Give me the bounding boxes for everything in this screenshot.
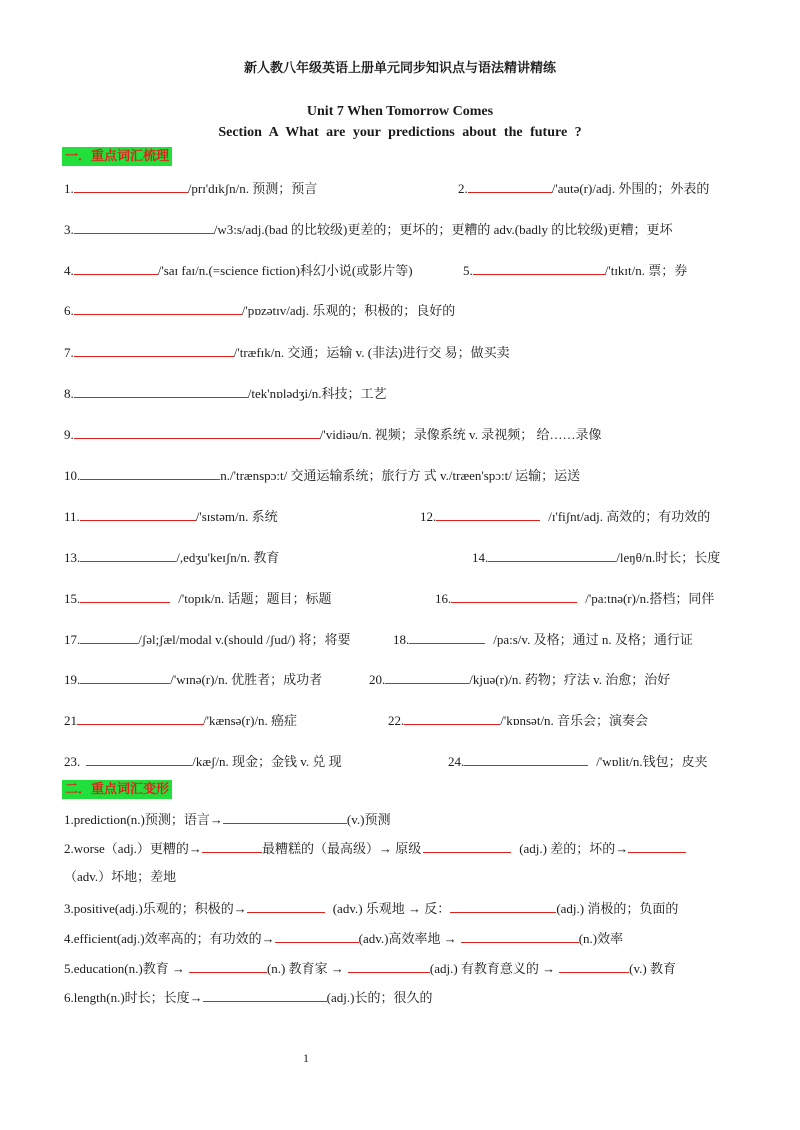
- vocab-item-3: [64, 219, 673, 239]
- item-text: /tek'nɒlədʒi/n.科技；工艺: [247, 386, 387, 401]
- vocab-item-20: [369, 669, 670, 689]
- item-number: 19.: [64, 672, 81, 687]
- answer-blank[interactable]: [74, 178, 188, 193]
- item-text: /kjuə(r)/n. 药物；疗法 v. 治愈；治好: [469, 672, 671, 687]
- form-text: 1.prediction(n.)预测；语言→: [64, 812, 223, 827]
- section-title: Section A What are your predictions about the future ?: [218, 125, 582, 140]
- answer-blank[interactable]: [74, 383, 248, 398]
- form-text: 2.worse（adj.）更糟的→: [64, 841, 202, 856]
- vocab-item-13: [64, 547, 279, 567]
- item-text: /ɪ'fiʃnt/adj. 高效的；有功效的: [548, 509, 711, 524]
- item-number: 17.: [64, 632, 81, 647]
- item-text: /'autə(r)/adj. 外围的；外表的: [551, 181, 710, 196]
- item-text: /'sɪstəm/n. 系统: [195, 509, 278, 524]
- answer-blank[interactable]: [404, 710, 500, 725]
- item-number: 8.: [64, 386, 74, 401]
- item-number: 23.: [64, 754, 81, 769]
- form-text: (v.) 教育: [629, 961, 676, 976]
- answer-blank[interactable]: [74, 219, 214, 234]
- item-number: 6.: [64, 303, 74, 318]
- item-text: /'pa:tnə(r)/n.搭档；同伴: [585, 591, 715, 606]
- item-text: n./'trænspɔ:t/ 交通运输系统；旅行方 式 v./træen'spɔ:t/ 运输；运送: [220, 468, 581, 483]
- document-title: 新人教八年级英语上册单元同步知识点与语法精讲精练: [243, 61, 556, 76]
- item-text: /'kɒnsət/n. 音乐会；演奏会: [500, 713, 649, 728]
- answer-blank[interactable]: [80, 465, 220, 480]
- form-text: 4.efficient(adj.)效率高的；有功效的→: [64, 931, 275, 946]
- vocab-item-23: [64, 751, 342, 771]
- vocab-item-12: [420, 506, 710, 526]
- form-text: 6.length(n.)时长；长度→: [64, 990, 203, 1005]
- item-number: 2.: [458, 181, 468, 196]
- answer-blank[interactable]: [275, 928, 359, 943]
- answer-blank[interactable]: [559, 958, 629, 973]
- answer-blank[interactable]: [450, 898, 556, 913]
- answer-blank[interactable]: [74, 260, 158, 275]
- item-number: 22.: [388, 713, 405, 728]
- form-text: (adj.) 消极的；负面的: [556, 901, 679, 916]
- item-text: /'topɪk/n. 话题；题目；标题: [178, 591, 332, 606]
- item-number: 14.: [472, 550, 489, 565]
- answer-blank[interactable]: [461, 928, 579, 943]
- form-text: (n.)效率: [578, 931, 624, 946]
- form-text: (adv.)高效率地 →: [358, 931, 457, 946]
- item-text: /prɪ'dɪkʃn/n. 预测；预言: [187, 181, 318, 196]
- form-text: (n.) 教育家 →: [266, 961, 344, 976]
- answer-blank[interactable]: [423, 838, 511, 853]
- item-number: 18.: [393, 632, 410, 647]
- form-item-4: [64, 928, 623, 948]
- vocab-item-7: [64, 342, 510, 362]
- item-text: /leŋθ/n.时长；长度: [616, 550, 721, 565]
- item-number: 9.: [64, 427, 74, 442]
- vocab-item-5: [463, 260, 687, 280]
- item-number: 21: [64, 713, 77, 728]
- vocab-item-16: [435, 588, 714, 608]
- answer-blank[interactable]: [74, 300, 242, 315]
- vocab-item-11: [64, 506, 278, 526]
- item-number: 5.: [463, 263, 473, 278]
- answer-blank[interactable]: [488, 547, 616, 562]
- item-number: 20.: [369, 672, 386, 687]
- unit-title: Unit 7 When Tomorrow Comes: [306, 104, 494, 119]
- item-text: /'kænsə(r)/n. 癌症: [203, 713, 298, 728]
- answer-blank[interactable]: [80, 588, 170, 603]
- item-number: 12.: [420, 509, 437, 524]
- item-text: /,edʒu'keɪʃn/n. 教育: [176, 550, 280, 565]
- vocab-item-22: [388, 710, 648, 730]
- answer-blank[interactable]: [77, 710, 203, 725]
- vocab-item-6: [64, 300, 455, 320]
- form-item-3: [64, 898, 678, 918]
- answer-blank[interactable]: [80, 547, 176, 562]
- form-text: （adv.）坏地；差地: [64, 869, 177, 884]
- answer-blank[interactable]: [464, 751, 588, 766]
- vocab-item-24: [448, 751, 708, 771]
- item-text: /'saɪ faɪ/n.(=science fiction)科幻小说(或影片等): [157, 263, 413, 278]
- page-number: 1: [303, 1051, 309, 1065]
- form-text: (adj.) 差的；坏的→: [519, 841, 629, 856]
- answer-blank[interactable]: [628, 838, 686, 853]
- answer-blank[interactable]: [189, 958, 267, 973]
- answer-blank[interactable]: [473, 260, 605, 275]
- form-item-5: [64, 958, 676, 978]
- item-text: /ʃəl;ʃæl/modal v.(should /ʃud/) 将；将要: [138, 632, 351, 647]
- vocab-item-17: [64, 629, 350, 649]
- answer-blank[interactable]: [74, 424, 320, 439]
- heading-vocabulary: 一．重点词汇梳理: [62, 147, 172, 166]
- form-text: (adv.) 乐观地 → 反：: [332, 901, 451, 916]
- answer-blank[interactable]: [74, 342, 234, 357]
- item-number: 11.: [64, 509, 80, 524]
- item-text: /'træfɪk/n. 交通；运输 v. (非法)进行交 易；做买卖: [233, 345, 510, 360]
- answer-blank[interactable]: [451, 588, 577, 603]
- item-text: /'wɪnə(r)/n. 优胜者；成功者: [170, 672, 323, 687]
- form-item-1: [64, 809, 390, 829]
- form-text: 最糟糕的（最高级）→ 原级: [261, 841, 422, 856]
- answer-blank[interactable]: [348, 958, 430, 973]
- item-number: 13.: [64, 550, 81, 565]
- item-text: /'tɪkɪt/n. 票；券: [604, 263, 688, 278]
- answer-blank[interactable]: [80, 669, 170, 684]
- form-text: (adj.)长的；很久的: [326, 990, 433, 1005]
- item-number: 15.: [64, 591, 81, 606]
- answer-blank[interactable]: [86, 751, 192, 766]
- answer-blank[interactable]: [436, 506, 540, 521]
- vocab-item-15: [64, 588, 332, 608]
- item-number: 1.: [64, 181, 74, 196]
- item-text: /pa:s/v. 及格；通过 n. 及格；通行证: [493, 632, 693, 647]
- item-number: 16.: [435, 591, 452, 606]
- answer-blank[interactable]: [385, 669, 469, 684]
- form-text: (adj.) 有教育意义的 →: [429, 961, 556, 976]
- form-item-6: [64, 987, 432, 1007]
- answer-blank[interactable]: [80, 629, 138, 644]
- item-text: /w3:s/adj.(bad 的比较级)更差的；更坏的；更糟的 adv.(badly 的比较级)更糟；更坏: [213, 222, 673, 237]
- form-item-2-cont: [64, 868, 176, 886]
- answer-blank[interactable]: [409, 629, 485, 644]
- form-text: 5.education(n.)教育 →: [64, 961, 185, 976]
- vocab-item-4: [64, 260, 413, 280]
- vocab-item-18: [393, 629, 693, 649]
- vocab-item-1: [64, 178, 317, 198]
- form-item-2: [64, 838, 686, 858]
- answer-blank[interactable]: [223, 809, 347, 824]
- vocab-item-10: [64, 465, 580, 485]
- vocab-item-19: [64, 669, 322, 689]
- form-text: (v.)预测: [346, 812, 391, 827]
- item-number: 24.: [448, 754, 465, 769]
- item-text: /'wɒlit/n.钱包；皮夹: [596, 754, 708, 769]
- vocab-item-21: [64, 710, 297, 730]
- item-text: /'pɒzətɪv/adj. 乐观的；积极的；良好的: [241, 303, 456, 318]
- vocab-item-14: [472, 547, 720, 567]
- item-number: 7.: [64, 345, 74, 360]
- heading-word-forms: 二．重点词汇变形: [62, 780, 172, 799]
- answer-blank[interactable]: [80, 506, 196, 521]
- answer-blank[interactable]: [202, 838, 262, 853]
- answer-blank[interactable]: [468, 178, 552, 193]
- item-number: 3.: [64, 222, 74, 237]
- item-text: /kæʃ/n. 现金；金钱 v. 兑 现: [192, 754, 342, 769]
- vocab-item-8: [64, 383, 387, 403]
- item-text: /'vidiəu/n. 视频；录像系统 v. 录视频； 给……录像: [319, 427, 602, 442]
- vocab-item-2: [458, 178, 709, 198]
- item-number: 4.: [64, 263, 74, 278]
- form-text: 3.positive(adj.)乐观的；积极的→: [64, 901, 247, 916]
- item-number: 10.: [64, 468, 81, 483]
- answer-blank[interactable]: [203, 987, 327, 1002]
- answer-blank[interactable]: [247, 898, 325, 913]
- vocab-item-9: [64, 424, 601, 444]
